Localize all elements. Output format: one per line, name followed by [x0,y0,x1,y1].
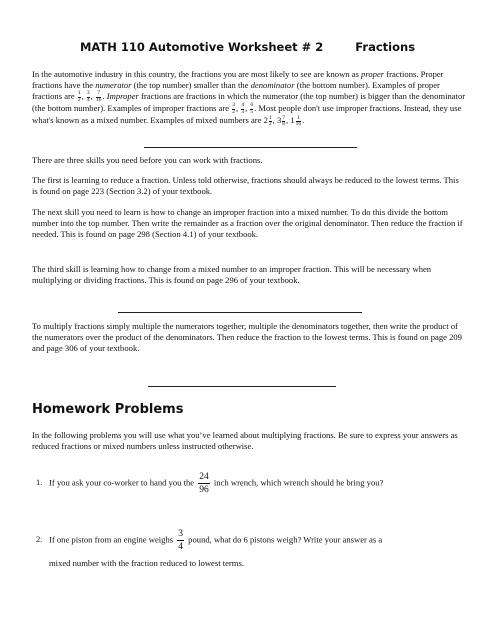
problem-2 [36,528,466,569]
skill-3-paragraph: The third skill is learning how to change from a mixed number to an improper fraction. This will be necessary when multiplying or dividing fractions. This is found on page 296 of your textbook. [32,264,432,286]
problem-text-line-2: mixed number with the fraction reduced to lowest terms. [49,558,244,568]
problem-text: If you ask your co-worker to hand you the [49,477,195,488]
skills-intro: There are three skills you need before you can work with fractions. [32,155,263,165]
term-denominator: denominator [250,80,295,91]
intro-text-6: Most people don't use improper fractions. Instead, they use what's known as a mixed number. Examples of mixed numbers are [32,103,462,126]
mixed-example: 2 $\frac{1}{2}$ [263,114,272,127]
section-divider [144,147,357,148]
problem-text: pound, what do 6 pistons weigh? Write your answer as a [188,534,383,545]
proper-example-fraction: $\frac{3}{4}$ [86,90,90,103]
problem-number: 1. [36,477,43,488]
skill-1-paragraph: The first is learning to reduce a fraction. Unless told otherwise, fractions should always be reduced to the lowest terms. This is found on page 223 (Section 3.2) of your textbook. [32,175,459,197]
problem-number: 2. [36,534,43,545]
multiply-paragraph: To multiply fractions simply multiple the numerators together, multiple the denominators together, then write the product of the numerators over the product of the denominators. Then reduce the fraction to the lowest terms. This is found on page 209 and page 306 of your textbook. [32,321,462,354]
intro-text-3: (the top number) smaller than the [131,80,251,91]
improper-example-fraction: $\frac{3}{2}$ [232,102,236,115]
term-improper: Improper [106,91,139,102]
homework-intro: In the following problems you will use what you’ve learned about multiplying fractions. Be sure to express your answers as reduced fractions or mixed numbers unless instructed otherwise. [32,430,458,452]
intro-text-5: fractions are fractions in which the numerator (the top number) is bigger than the denominator (the bottom number). Examples of improper fractions are [32,91,466,114]
problem-fraction: $\frac{24}{96}$ [199,472,209,495]
term-proper: proper [361,69,385,79]
intro-text-1: In the automotive industry in this country, the fractions you are most likely to see are known as [32,69,362,79]
problem-1 [36,471,466,496]
intro-text-4: (the bottom number). Examples of proper fractions are [32,80,440,102]
problem-text: inch wrench, which wrench should he bring you? [213,477,384,488]
problem-fraction: $\frac{3}{4}$ [178,529,184,552]
intro-paragraph: In the automotive industry in this country, the fractions you are most likely to see are known as proper fractions. Proper fractions have the numerator (the top number) smaller than the denominator (the bottom number). Examples of proper fractions are $\frac{1}{2}$ , $\frac{3}{4}$ , $\frac{7}{16}$ . Improper fractions are fractions in which the numerator (the top number) is bigger than the denominator (the bottom number). Examples of improper fractions are $\frac{3}{2}$ , $\frac{4}{3}$ , $\frac{6}{5}$ . Most people don't use improper fractions. Instead, they use what's known as a mixed number. Examples of mixed numbers are 2 $\frac{1}{2}$ , 3 $\frac{7}{8}$ , 1 $\frac{1}{16}$ . [32,69,466,127]
mixed-example: 3 $\frac{7}{8}$ [276,114,286,127]
section-divider [118,312,362,313]
improper-example-fraction: $\frac{4}{3}$ [241,102,245,115]
improper-example-fraction: $\frac{6}{5}$ [250,102,254,115]
mixed-example: 1 $\frac{1}{16}$ [290,114,302,127]
problem-text: If one piston from an engine weighs [49,534,174,545]
term-numerator: numerator [95,80,132,91]
proper-example-fraction: $\frac{7}{16}$ [95,90,102,103]
title-topic: Fractions [355,40,416,54]
section-divider [148,386,336,387]
title-course: MATH 110 Automotive Worksheet # 2 [79,40,324,54]
proper-example-fraction: $\frac{1}{2}$ [77,90,81,103]
intro-text-2: fractions. Proper fractions have the [32,69,444,91]
homework-heading: Homework Problems [32,402,184,417]
page-title [0,40,495,54]
skill-2-paragraph: The next skill you need to learn is how to change an improper fraction into a mixed number. To do this divide the bottom number into the top number. Then write the remainder as a fraction over the original denominator. Then reduce the fraction if needed. This is found on page 298 (Section 4.1) of your textbook. [32,207,463,240]
